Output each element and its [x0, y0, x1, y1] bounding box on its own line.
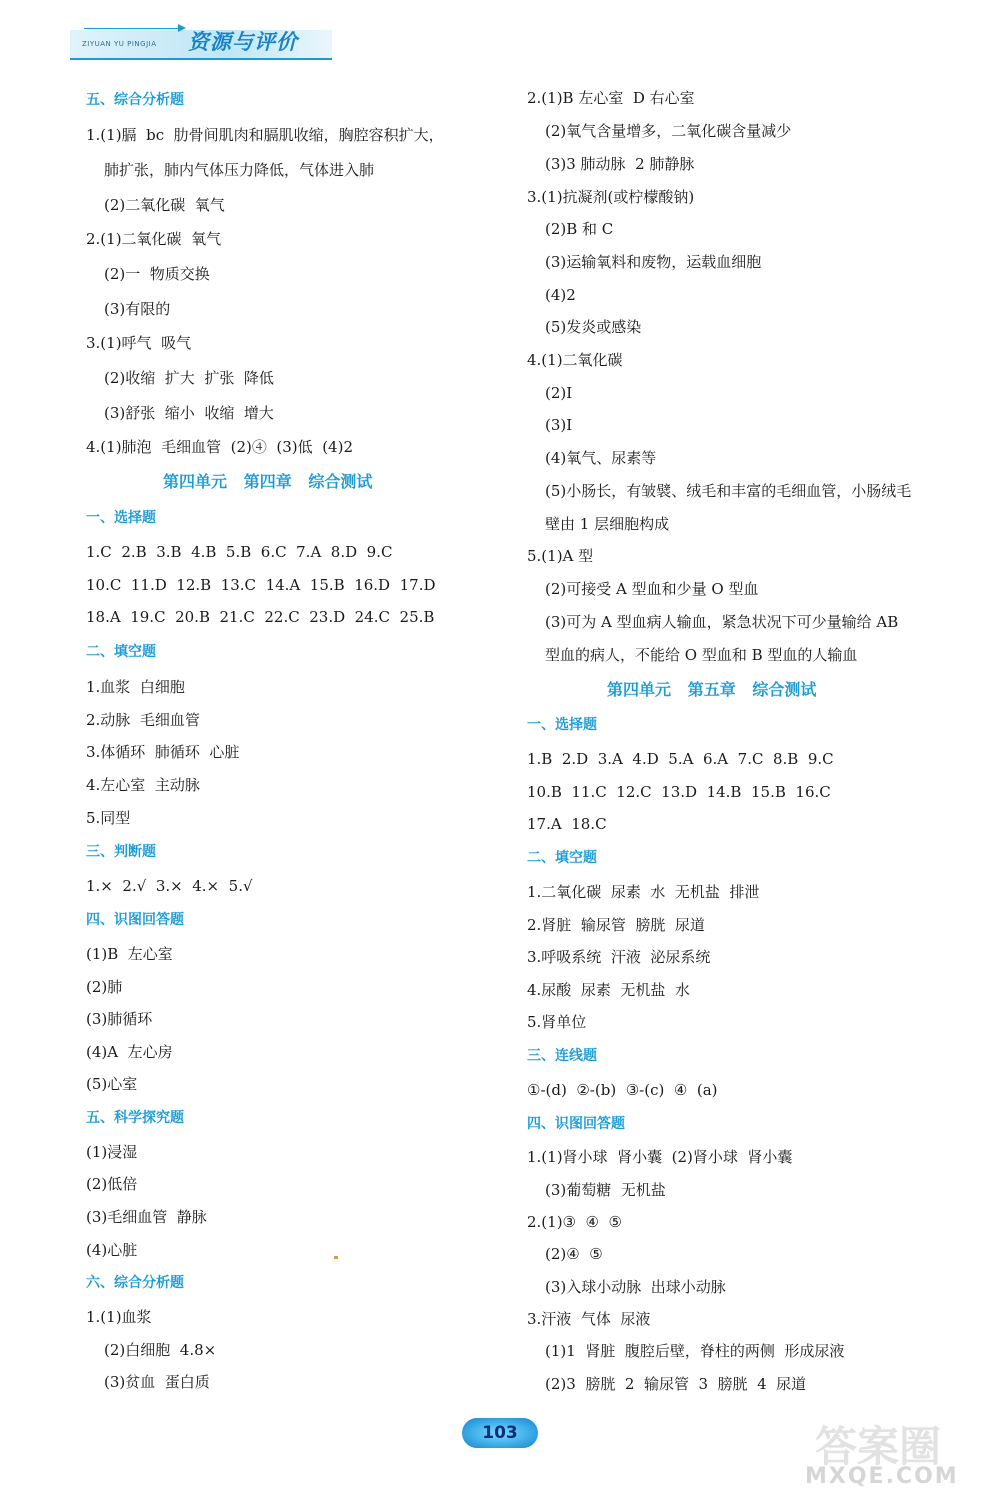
answer-line: 10.B 11.C 12.C 13.D 14.B 15.B 16.C — [527, 783, 831, 801]
section-title: 三、连线题 — [527, 1048, 597, 1064]
header-subtitle: ZIYUAN YU PINGJIA — [82, 40, 157, 48]
answer-line: (4)A 左心房 — [86, 1043, 173, 1061]
answer-line: (2)④ ⑤ — [545, 1245, 603, 1263]
answer-line: 18.A 19.C 20.B 21.C 22.C 23.D 24.C 25.B — [86, 608, 435, 626]
answer-line: (3)3 肺动脉 2 肺静脉 — [545, 155, 695, 173]
answer-line: 1.(1)血浆 — [86, 1308, 152, 1326]
section-title: 二、填空题 — [86, 644, 156, 660]
answer-line: 5.同型 — [86, 809, 131, 827]
watermark-site: MXQE.COM — [805, 1464, 959, 1489]
answer-line: 1.(1)膈 bc 肋骨间肌肉和膈肌收缩，胸腔容积扩大， — [86, 126, 444, 144]
answer-line: (1)浸湿 — [86, 1143, 138, 1161]
section-title: 一、选择题 — [86, 510, 156, 526]
answer-line: (2)3 膀胱 2 输尿管 3 膀胱 4 尿道 — [545, 1375, 807, 1393]
answer-line: (2)B 和 C — [545, 220, 614, 238]
answer-line: (2)可接受 A 型血和少量 O 型血 — [545, 580, 759, 598]
answer-line: 3.(1)抗凝剂(或柠檬酸钠) — [527, 188, 695, 206]
answer-line: 肺扩张，肺内气体压力降低，气体进入肺 — [104, 161, 375, 179]
answer-line: 4.尿酸 尿素 无机盐 水 — [527, 981, 690, 999]
section-title: 五、科学探究题 — [86, 1110, 184, 1126]
answer-line: (2)I — [545, 384, 573, 402]
answer-line: 4.(1)二氧化碳 — [527, 351, 623, 369]
section-title: 四、识图回答题 — [527, 1116, 625, 1132]
answer-line: 型血的病人，不能给 O 型血和 B 型血的人输血 — [545, 646, 858, 664]
answer-line: (2)收缩 扩大 扩张 降低 — [104, 369, 274, 387]
answer-line: (3)贫血 蛋白质 — [104, 1373, 210, 1391]
answer-line: 2.动脉 毛细血管 — [86, 711, 200, 729]
answer-line: 2.肾脏 输尿管 膀胱 尿道 — [527, 916, 705, 934]
arrow-icon — [84, 28, 184, 29]
answer-line: 3.呼吸系统 汗液 泌尿系统 — [527, 948, 711, 966]
answer-line: 4.(1)肺泡 毛细血管 (2)④ (3)低 (4)2 — [86, 438, 353, 456]
answer-line: 2.(1)③ ④ ⑤ — [527, 1213, 622, 1231]
answer-line: (2)一 物质交换 — [104, 265, 210, 283]
answer-line: 10.C 11.D 12.B 13.C 14.A 15.B 16.D 17.D — [86, 576, 436, 594]
section-title: 一、选择题 — [527, 717, 597, 733]
answer-line: ①-(d) ②-(b) ③-(c) ④ (a) — [527, 1081, 718, 1099]
answer-line: 1.血浆 白细胞 — [86, 678, 185, 696]
answer-line: 5.肾单位 — [527, 1013, 587, 1031]
answer-line: 3.体循环 肺循环 心脏 — [86, 743, 240, 761]
section-title: 六、综合分析题 — [86, 1275, 184, 1291]
answer-line: 2.(1)二氧化碳 氧气 — [86, 230, 222, 248]
answer-line: 17.A 18.C — [527, 815, 607, 833]
answer-line: (3)有限的 — [104, 300, 171, 318]
answer-line: (3)可为 A 型血病人输血，紧急状况下可少量输给 AB — [545, 613, 899, 631]
answer-line: 3.(1)呼气 吸气 — [86, 334, 192, 352]
chapter-heading: 第四单元 第五章 综合测试 — [607, 680, 817, 699]
answer-line: (4)氧气、尿素等 — [545, 449, 657, 467]
watermark — [795, 1408, 995, 1498]
answer-line: 2.(1)B 左心室 D 右心室 — [527, 89, 695, 107]
answer-line: (5)发炎或感染 — [545, 318, 642, 336]
answer-line: (1)1 肾脏 腹腔后壁，脊柱的两侧 形成尿液 — [545, 1342, 845, 1360]
section-title: 四、识图回答题 — [86, 912, 184, 928]
answer-line: (3)舒张 缩小 收缩 增大 — [104, 404, 274, 422]
answer-line: (3)I — [545, 416, 573, 434]
chapter-heading: 第四单元 第四章 综合测试 — [163, 472, 373, 491]
answer-line: 5.(1)A 型 — [527, 547, 594, 565]
answer-line: (2)肺 — [86, 978, 123, 996]
answer-line: 1.(1)肾小球 肾小囊 (2)肾小球 肾小囊 — [527, 1148, 793, 1166]
answer-line: (3)毛细血管 静脉 — [86, 1208, 207, 1226]
answer-line: 4.左心室 主动脉 — [86, 776, 200, 794]
header-logo — [70, 22, 332, 64]
answer-line: 壁由 1 层细胞构成 — [545, 515, 670, 533]
watermark-mark: 答案圈 — [815, 1422, 942, 1471]
answer-line: (3)入球小动脉 出球小动脉 — [545, 1278, 726, 1296]
page-number-badge — [462, 1418, 538, 1448]
answer-line: (2)氧气含量增多，二氧化碳含量减少 — [545, 122, 792, 140]
answer-line: (4)心脏 — [86, 1241, 138, 1259]
section-title: 二、填空题 — [527, 850, 597, 866]
answer-line: 1.二氧化碳 尿素 水 无机盐 排泄 — [527, 883, 760, 901]
answer-line: (2)二氧化碳 氧气 — [104, 196, 225, 214]
answer-line: (2)白细胞 4.8× — [104, 1341, 217, 1359]
section-title: 三、判断题 — [86, 844, 156, 860]
answer-line: (1)B 左心室 — [86, 945, 173, 963]
ink-dot — [334, 1256, 338, 1259]
answer-line: (3)运输氧料和废物，运载血细胞 — [545, 253, 762, 271]
answer-line: 3.汗液 气体 尿液 — [527, 1310, 651, 1328]
section-title: 五、综合分析题 — [86, 92, 184, 108]
page-number: 103 — [482, 1423, 518, 1443]
answer-line: (4)2 — [545, 286, 576, 304]
answer-line: (3)肺循环 — [86, 1010, 153, 1028]
answer-line: 1.× 2.√ 3.× 4.× 5.√ — [86, 877, 253, 895]
answer-line: (2)低倍 — [86, 1175, 138, 1193]
answer-line: 1.B 2.D 3.A 4.D 5.A 6.A 7.C 8.B 9.C — [527, 750, 834, 768]
answer-line: 1.C 2.B 3.B 4.B 5.B 6.C 7.A 8.D 9.C — [86, 543, 393, 561]
answer-line: (3)葡萄糖 无机盐 — [545, 1181, 666, 1199]
header-title: 资源与评价 — [188, 30, 298, 54]
answer-line: (5)心室 — [86, 1075, 138, 1093]
answer-line: (5)小肠长，有皱襞、绒毛和丰富的毛细血管，小肠绒毛 — [545, 482, 912, 500]
